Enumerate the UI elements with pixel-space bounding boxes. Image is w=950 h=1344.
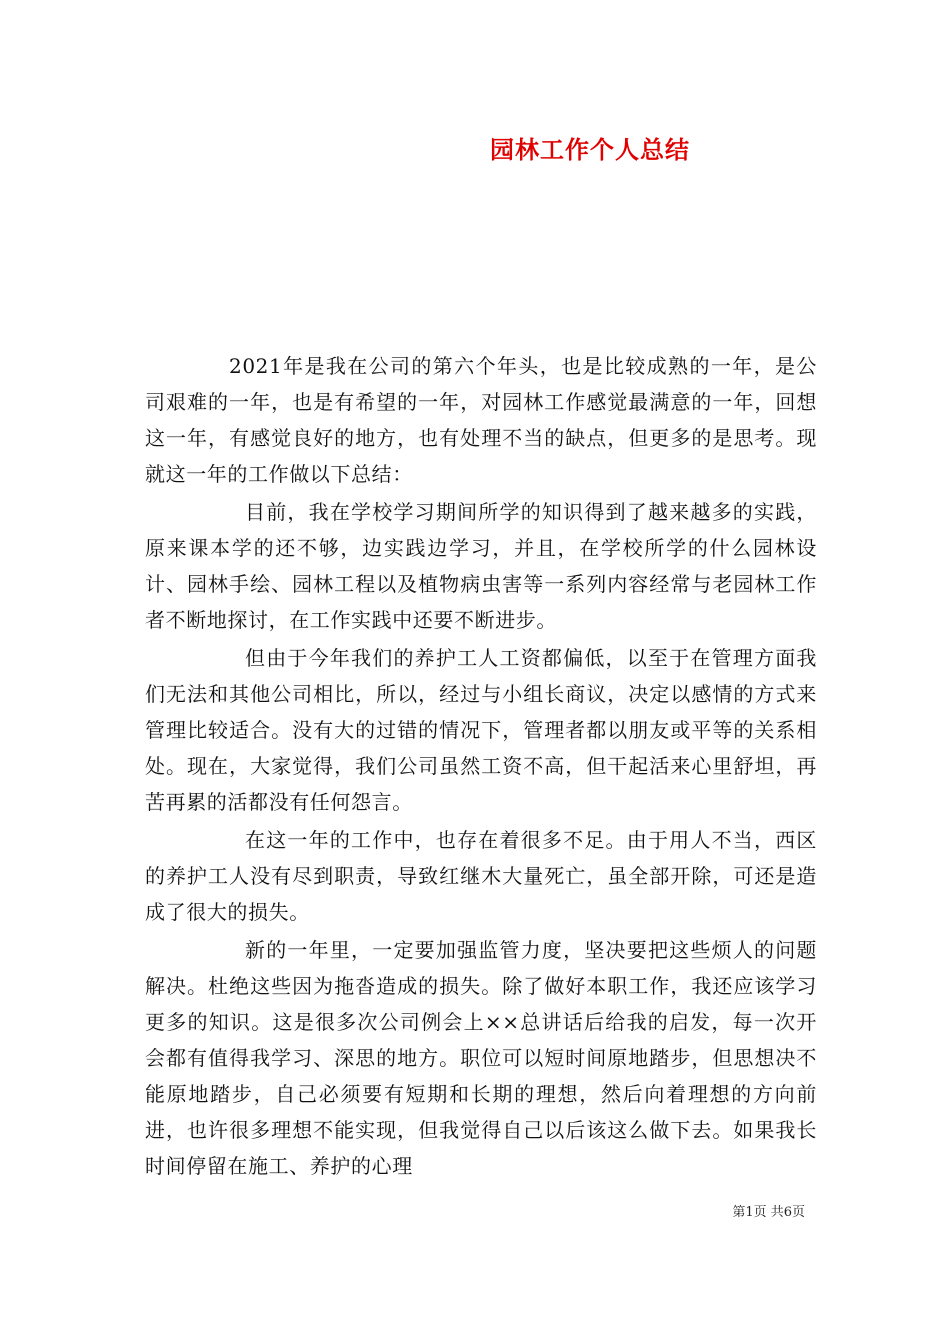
paragraph-5: 新的一年里，一定要加强监管力度，坚决要把这些烦人的问题解决。杜绝这些因为拖沓造成的损失。除了做好本职工作，我还应该学习更多的知识。这是很多次公司例会上××总讲话后给我的启发，每一次开会都有值得我学习、深思的地方。职位可以短时间原地踏步，但思想决不能原地踏步，自己必须要有短期和长期的理想，然后向着理想的方向前进，也许很多理想不能实现，但我觉得自己以后该这么做下去。如果我长时间停留在施工、养护的心理 xyxy=(145,938,817,1178)
document-title: 园林工作个人总结 xyxy=(490,135,690,164)
paragraph-2: 目前，我在学校学习期间所学的知识得到了越来越多的实践，原来课本学的还不够，边实践边学习，并且，在学校所学的什么园林设计、园林手绘、园林工程以及植物病虫害等一系列内容经常与老园林工作者不断地探讨，在工作实践中还要不断进步。 xyxy=(145,500,817,632)
paragraph-3: 但由于今年我们的养护工人工资都偏低，以至于在管理方面我们无法和其他公司相比，所以，经过与小组长商议，决定以感情的方式来管理比较适合。没有大的过错的情况下，管理者都以朋友或平等的关系相处。现在，大家觉得，我们公司虽然工资不高，但干起活来心里舒坦，再苦再累的活都没有任何怨言。 xyxy=(145,646,817,814)
page-number: 第1页 共6页 xyxy=(732,1205,805,1220)
document-body xyxy=(145,348,817,1184)
paragraph-4: 在这一年的工作中，也存在着很多不足。由于用人不当，西区的养护工人没有尽到职责，导致红继木大量死亡，虽全部开除，可还是造成了很大的损失。 xyxy=(145,828,817,924)
paragraph-1: 2021年是我在公司的第六个年头，也是比较成熟的一年，是公司艰难的一年，也是有希望的一年，对园林工作感觉最满意的一年，回想这一年，有感觉良好的地方，也有处理不当的缺点，但更多的是思考。现就这一年的工作做以下总结： xyxy=(145,354,817,486)
